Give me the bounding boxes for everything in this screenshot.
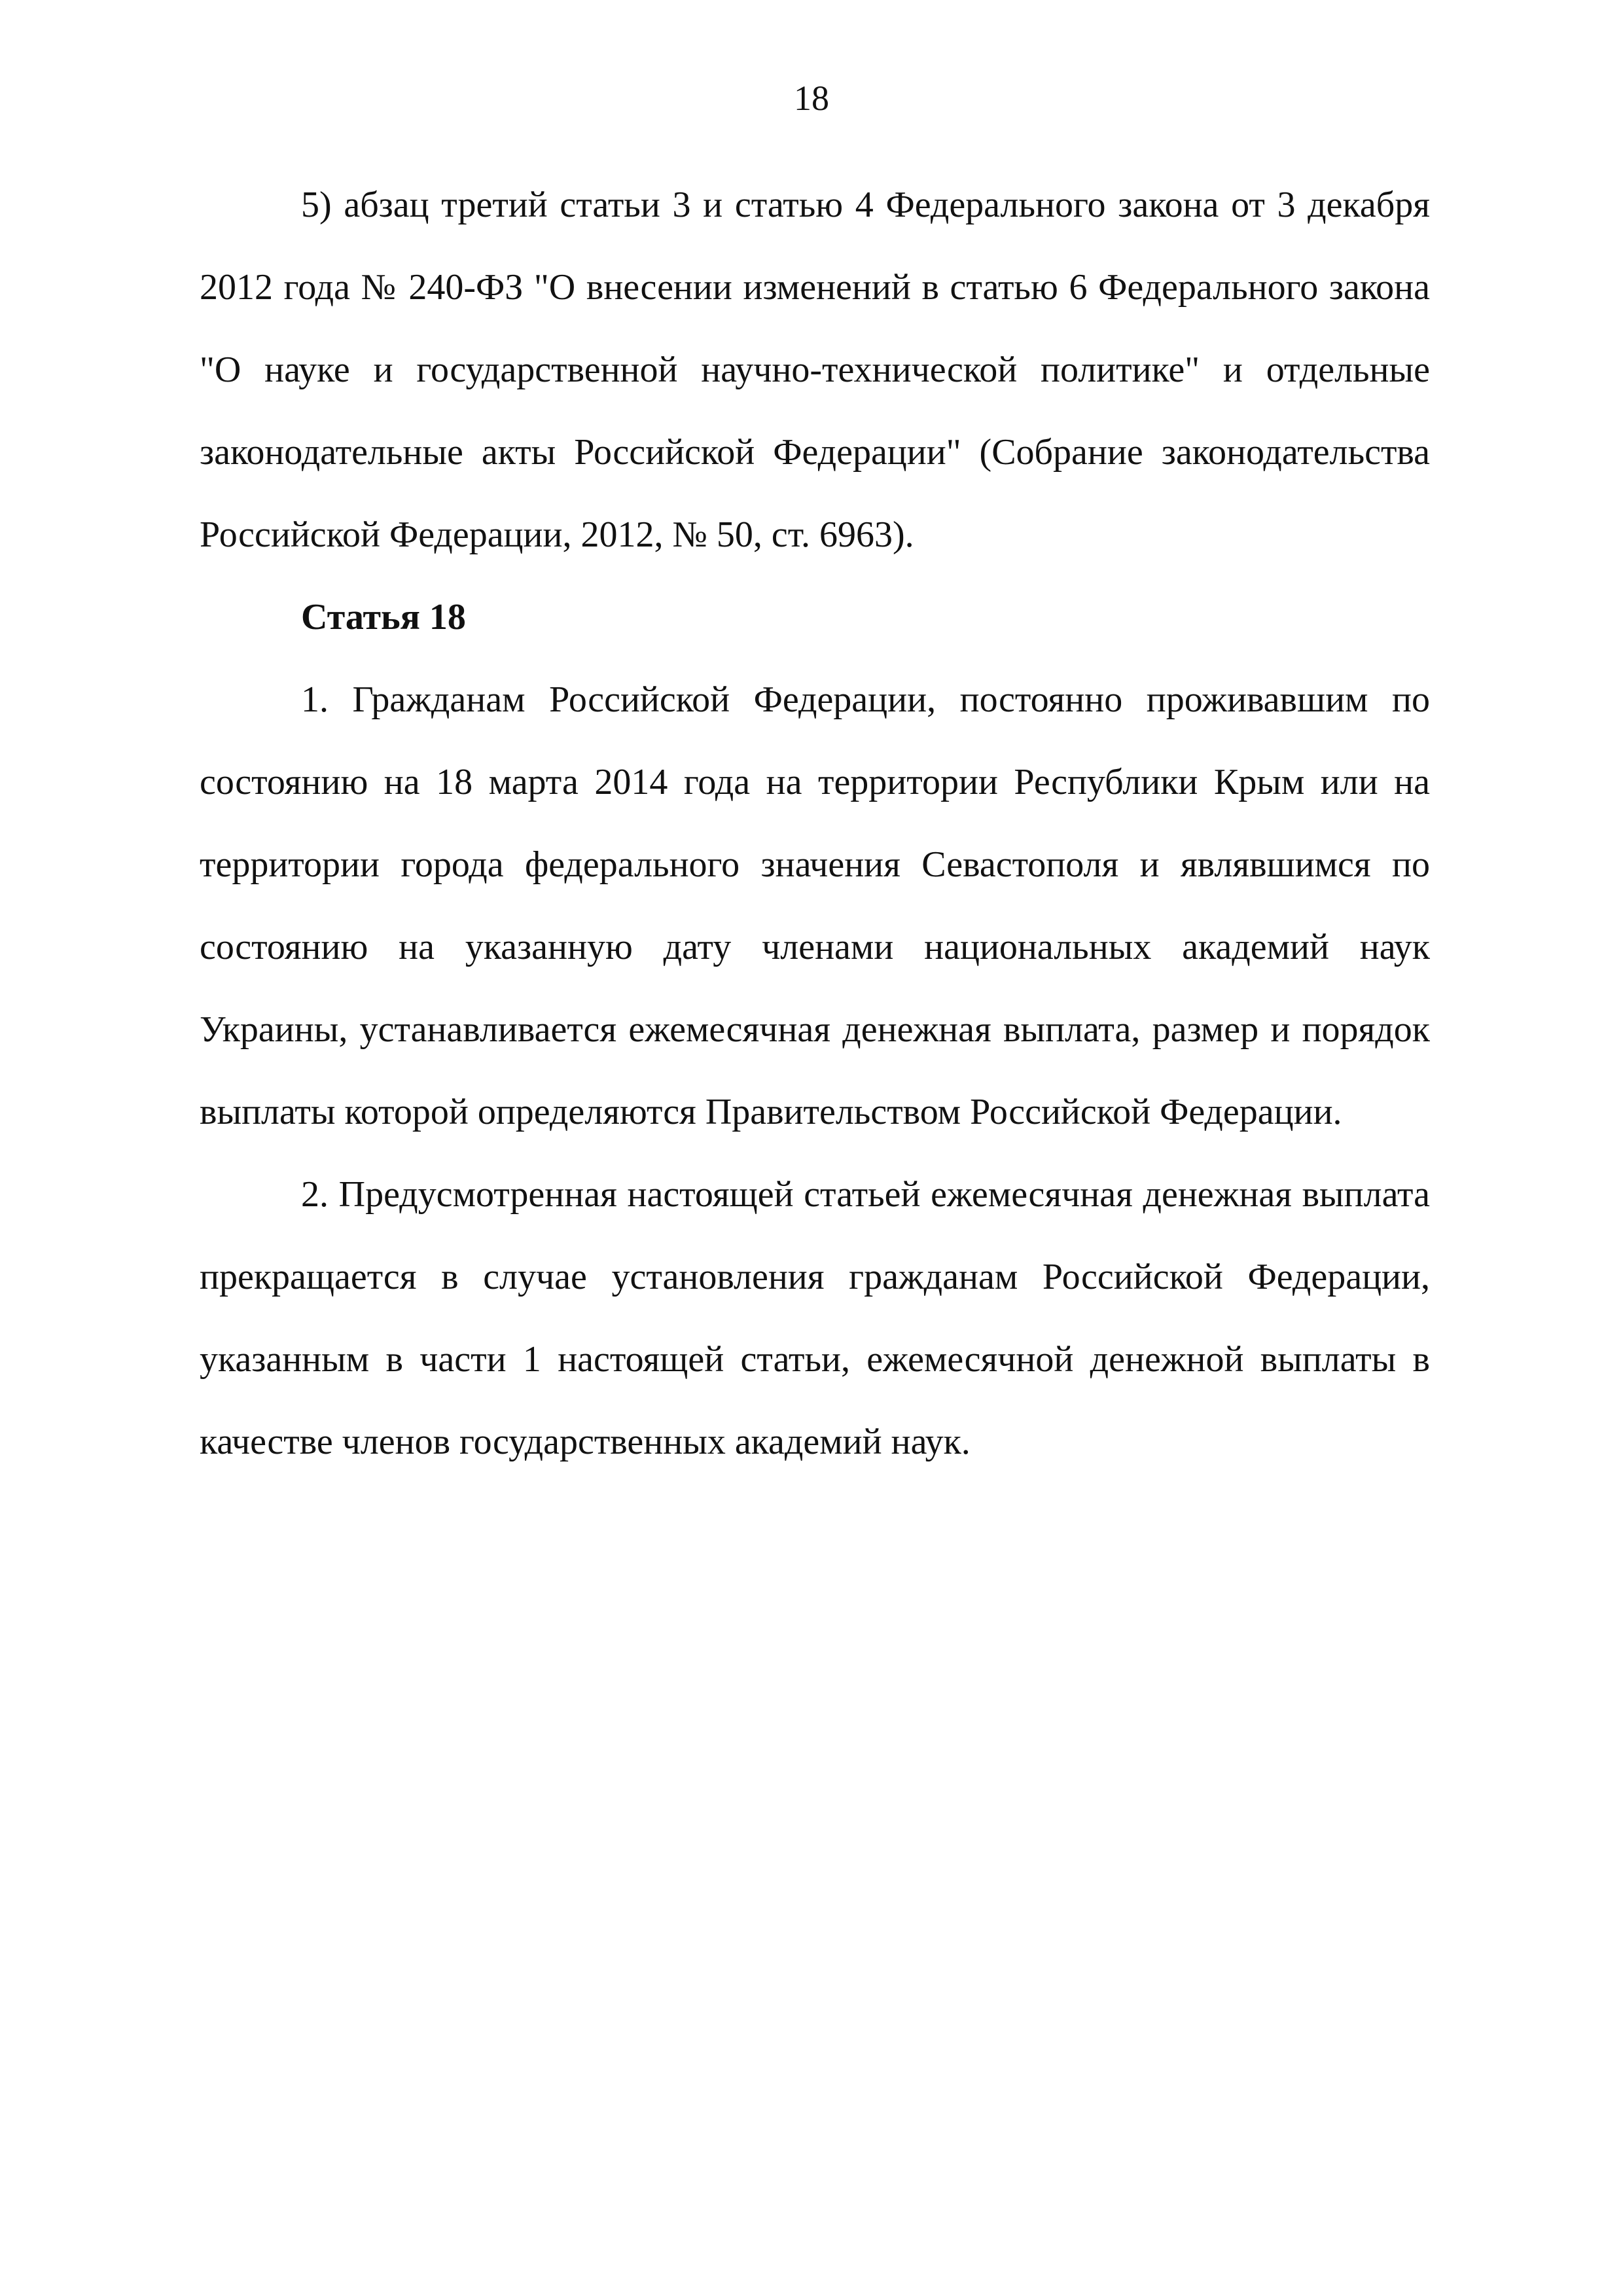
article-heading: Статья 18 [301, 597, 466, 637]
page-number: 18 [794, 79, 829, 118]
article-paragraph-2: 2. Предусмотренная настоящей статьей ежемесячная денежная выплата прекращается в случае установления гражданам Российской Федерации, указанным в части 1 настоящей статьи, ежемесячной денежной выплаты в качестве членов государственных академий наук. [200, 1174, 1430, 1462]
document-body [200, 164, 1430, 1483]
list-item-5: 5) абзац третий статьи 3 и статью 4 Федерального закона от 3 декабря 2012 года № 240-ФЗ "О внесении изменений в статью 6 Федерального закона "О науке и государственной научно-технической политике" и отдельные законодательные акты Российской Федерации" (Собрание законодательства Российской Федерации, 2012, № 50, ст. 6963). [200, 185, 1430, 555]
article-paragraph-1: 1. Гражданам Российской Федерации, постоянно проживавшим по состоянию на 18 марта 2014 года на территории Республики Крым или на территории города федерального значения Севастополя и являвшимся по состоянию на указанную дату членами национальных академий наук Украины, устанавливается ежемесячная денежная выплата, размер и порядок выплаты которой определяются Правительством Российской Федерации. [200, 679, 1430, 1132]
